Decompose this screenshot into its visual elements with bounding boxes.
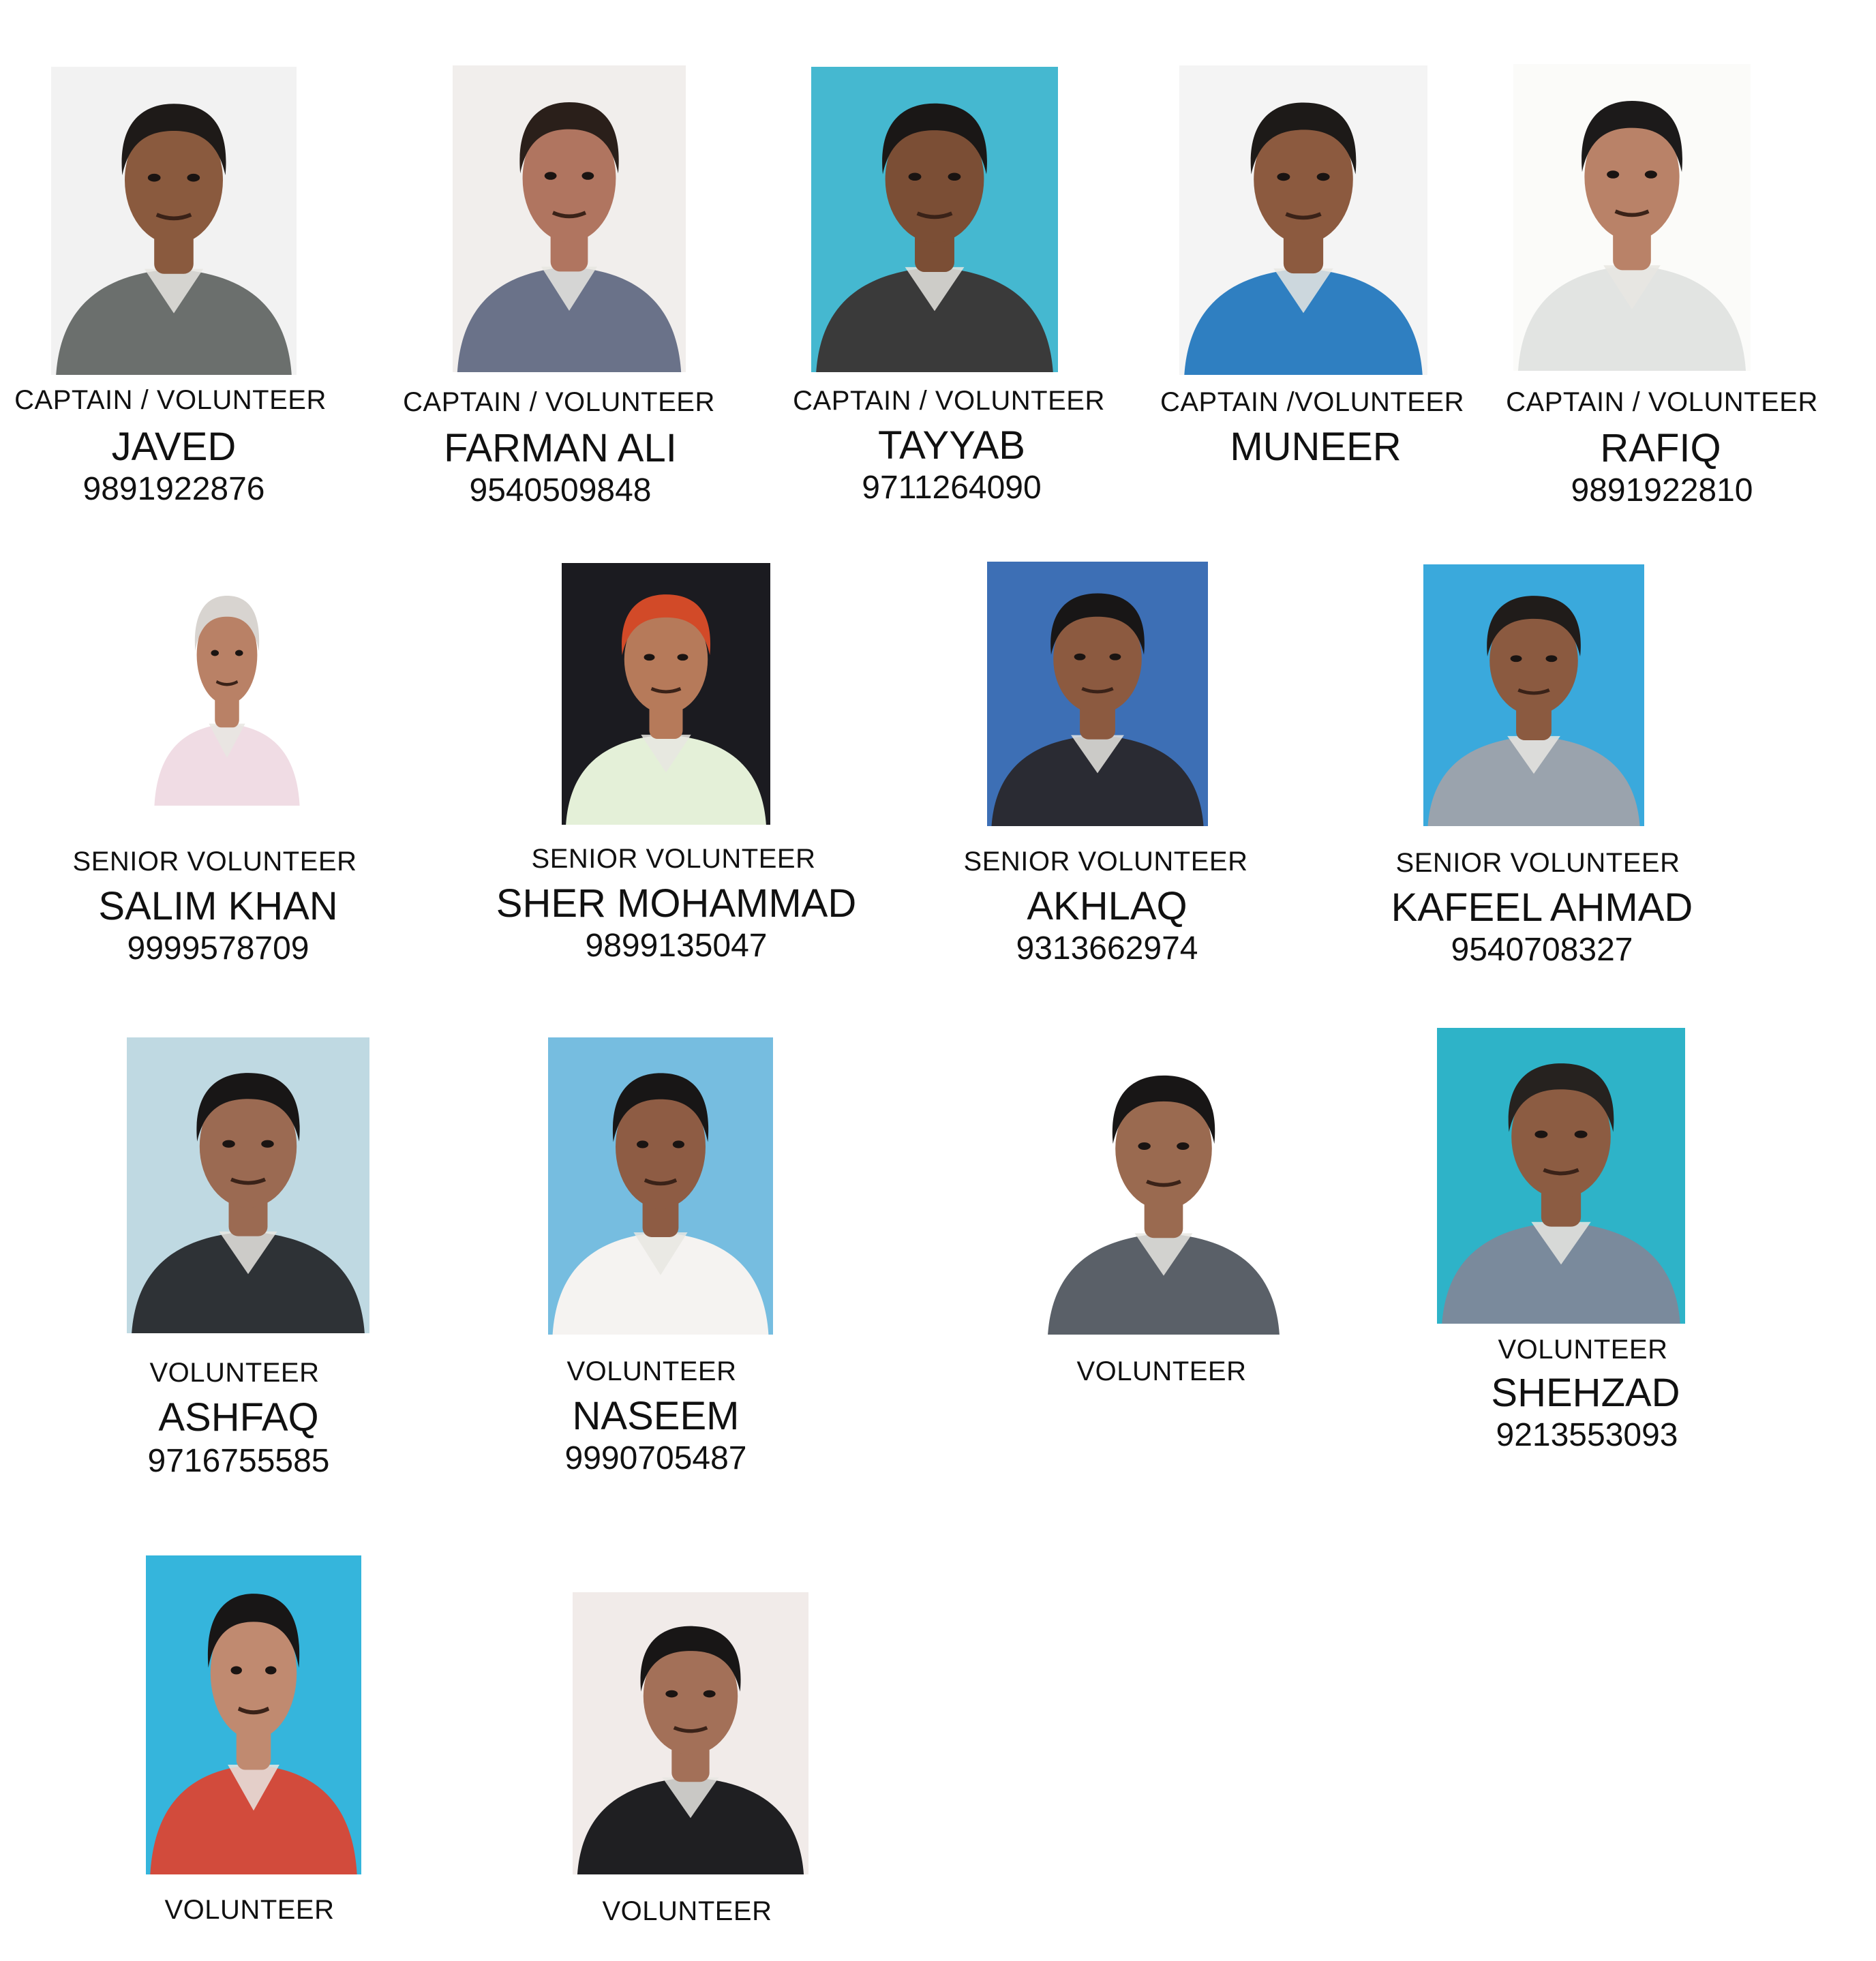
role-label: SENIOR VOLUNTEER: [72, 847, 357, 877]
left-eye: [545, 172, 557, 180]
right-eye: [1177, 1142, 1189, 1150]
portrait-photo: [1437, 1028, 1685, 1324]
role-label: VOLUNTEER: [164, 1895, 335, 1925]
left-eye: [231, 1666, 242, 1674]
portrait-photo: [987, 562, 1208, 826]
role-label: SENIOR VOLUNTEER: [963, 847, 1248, 877]
person-name: SHER MOHAMMAD: [496, 881, 857, 926]
role-label: CAPTAIN /VOLUNTEER: [1160, 387, 1465, 417]
left-eye: [644, 654, 655, 660]
person-name: KAFEEL AHMAD: [1391, 885, 1693, 930]
right-eye: [235, 650, 243, 656]
portrait-photo: [548, 1037, 773, 1335]
left-eye: [909, 173, 922, 181]
person-name: SHEHZAD: [1491, 1371, 1680, 1415]
role-label: CAPTAIN / VOLUNTEER: [1506, 387, 1818, 417]
right-eye: [265, 1666, 276, 1674]
role-label: VOLUNTEER: [1076, 1356, 1247, 1386]
left-eye: [1277, 173, 1290, 181]
left-eye: [1074, 654, 1086, 660]
person-name: FARMAN ALI: [444, 426, 677, 470]
role-label: VOLUNTEER: [566, 1356, 737, 1386]
left-eye: [1138, 1142, 1150, 1150]
right-eye: [1317, 173, 1330, 181]
role-label: SENIOR VOLUNTEER: [531, 844, 816, 874]
phone-number: 9711264090: [862, 470, 1042, 506]
left-eye: [665, 1690, 678, 1698]
person-name: SALIM KHAN: [98, 884, 338, 928]
phone-number: 9213553093: [1496, 1417, 1678, 1453]
person-name: TAYYAB: [878, 423, 1025, 468]
role-label: CAPTAIN / VOLUNTEER: [403, 387, 715, 417]
right-eye: [187, 174, 200, 182]
phone-number: 9313662974: [1016, 930, 1198, 967]
right-eye: [704, 1690, 716, 1698]
portrait-photo: [1043, 1040, 1284, 1335]
phone-number: 9899135047: [585, 928, 768, 964]
left-eye: [637, 1140, 648, 1148]
left-eye: [1534, 1131, 1547, 1138]
portrait-photo: [562, 563, 770, 825]
portrait-photo: [573, 1592, 808, 1874]
person-name: ASHFAQ: [158, 1395, 319, 1440]
right-eye: [673, 1140, 684, 1148]
role-label: CAPTAIN / VOLUNTEER: [14, 385, 327, 415]
role-label: VOLUNTEER: [1498, 1335, 1668, 1365]
left-eye: [1607, 170, 1619, 179]
right-eye: [678, 654, 689, 660]
portrait-photo: [1423, 564, 1644, 826]
phone-number: 9540509848: [469, 472, 652, 508]
role-label: VOLUNTEER: [149, 1358, 320, 1388]
role-label: CAPTAIN / VOLUNTEER: [793, 386, 1105, 416]
portrait-photo: [1513, 64, 1751, 371]
portrait-photo: [127, 1037, 369, 1333]
phone-number: 9891922876: [82, 471, 265, 507]
portrait-photo: [146, 1555, 361, 1874]
left-eye: [1511, 655, 1522, 662]
portrait-photo: [453, 65, 686, 372]
left-eye: [211, 650, 219, 656]
person-name: MUNEER: [1230, 425, 1402, 469]
phone-number: 9540708327: [1451, 932, 1633, 968]
person-name: AKHLAQ: [1027, 884, 1187, 928]
left-eye: [222, 1140, 235, 1148]
person-name: JAVED: [111, 425, 237, 469]
right-eye: [1645, 170, 1657, 179]
portrait-photo: [51, 67, 297, 375]
portrait-photo: [1179, 65, 1427, 375]
right-eye: [1545, 655, 1557, 662]
phone-number: 9716755585: [147, 1443, 330, 1479]
role-label: SENIOR VOLUNTEER: [1395, 848, 1680, 878]
role-label: VOLUNTEER: [602, 1896, 772, 1926]
right-eye: [581, 172, 594, 180]
phone-number: 9999578709: [127, 930, 309, 967]
right-eye: [1575, 1131, 1588, 1138]
right-eye: [948, 173, 961, 181]
portrait-photo: [811, 67, 1058, 372]
person-name: NASEEM: [572, 1394, 740, 1438]
right-eye: [261, 1140, 274, 1148]
portrait-photo: [151, 567, 303, 806]
phone-number: 9891922810: [1571, 472, 1753, 508]
phone-number: 9990705487: [564, 1440, 747, 1476]
right-eye: [1109, 654, 1121, 660]
left-eye: [148, 174, 161, 182]
person-name: RAFIQ: [1600, 426, 1721, 470]
